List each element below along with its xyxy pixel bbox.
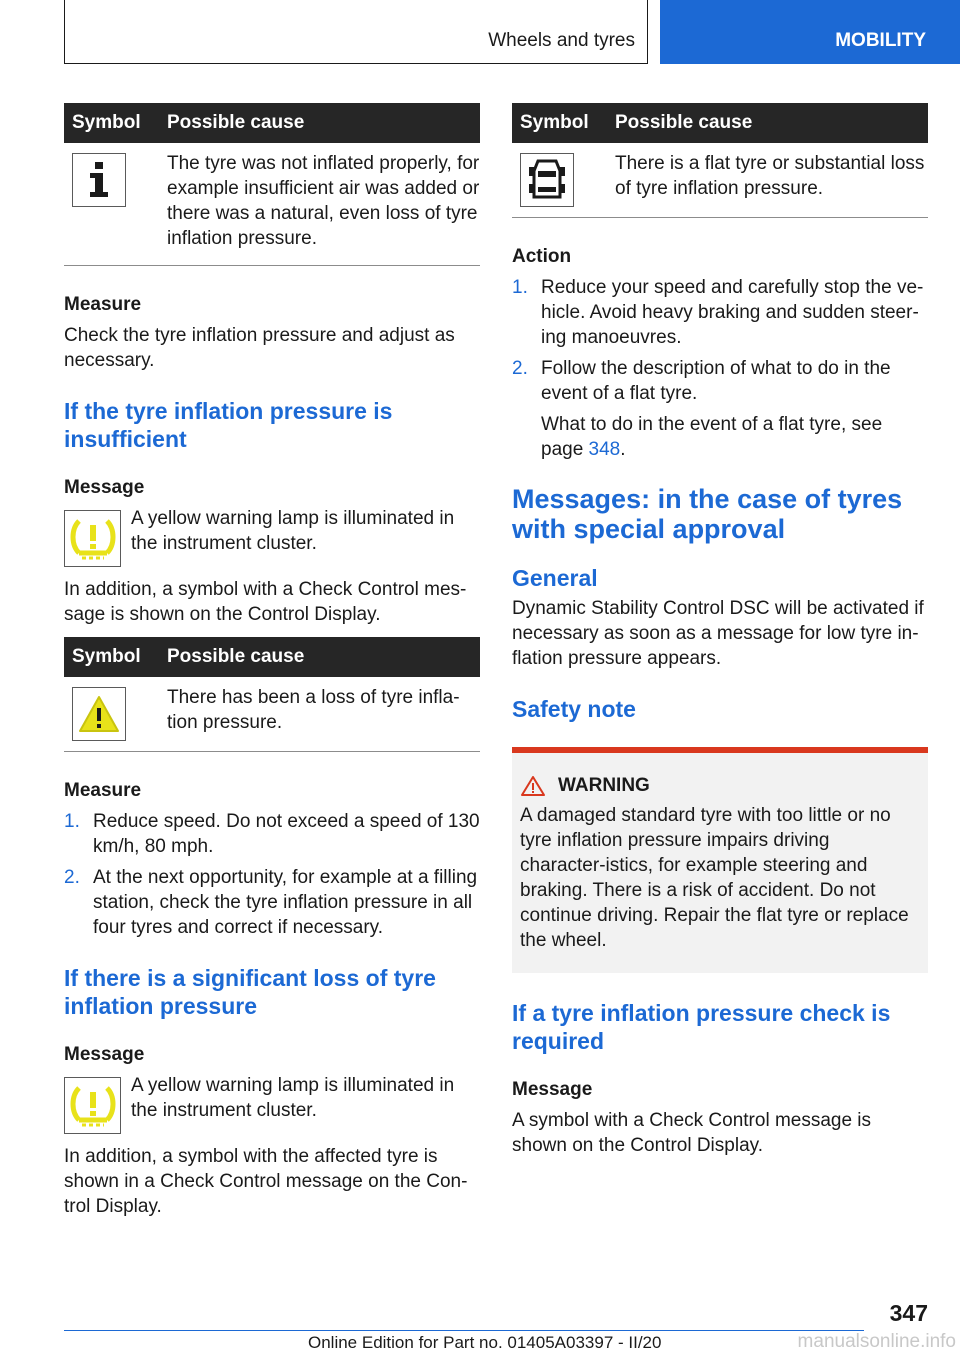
- measure2-label: Measure: [64, 780, 142, 801]
- tyre-pressure-warning-lamp-icon: [64, 510, 121, 567]
- table-row: [512, 143, 928, 218]
- list-item: 2. Follow the description of what to do in the event of a flat tyre. What to do in the event of a flat tyre, see page 348.: [512, 356, 928, 462]
- symbol-table-info: [64, 103, 480, 266]
- measure2-steps: [64, 809, 480, 940]
- measure-label: Measure: [64, 294, 142, 315]
- heading-insufficient: If the tyre inflation pressure is insufficient: [64, 398, 393, 452]
- tyre-pressure-warning-lamp-icon: [64, 1077, 121, 1134]
- left-column: [64, 103, 480, 1219]
- lamp2-text: A yellow warning lamp is illuminated in the instrument cluster.: [131, 1075, 455, 1121]
- table-header-cause: Possible cause: [615, 103, 928, 143]
- heading-safety-note: Safety note: [512, 696, 636, 722]
- general-text: Dynamic Stability Control DSC will be activated if necessary as soon as a message for low tyre in-flation pressure appears.: [512, 598, 924, 669]
- header-section: MOBILITY: [835, 30, 926, 51]
- info-icon: [72, 153, 126, 207]
- table-header-cause: Possible cause: [167, 637, 480, 677]
- footer-edition: Online Edition for Part no. 01405A03397 - II/20: [308, 1333, 662, 1352]
- warning-title-row: [520, 775, 920, 797]
- message-label: Message: [512, 1079, 593, 1100]
- header-section-box: [660, 0, 960, 64]
- header-title-box: [64, 0, 648, 64]
- warning-text: A damaged standard tyre with too little or no tyre inflation pressure impairs driving character-istics, for example steering and braking. There is a risk of accident. Do not continue driving. Repair the flat tyre or replace the wheel.: [520, 805, 909, 951]
- heading-check-required: If a tyre inflation pressure check is required: [512, 1000, 891, 1054]
- table-row: [64, 677, 480, 752]
- list-item: 1. Reduce your speed and carefully stop the ve-hicle. Avoid heavy braking and sudden steer-ing manoeuvres.: [512, 277, 924, 348]
- action-label: Action: [512, 246, 572, 267]
- car-flat-tyre-icon: [520, 153, 574, 207]
- footer-divider: [64, 1330, 864, 1331]
- addition2-text: In addition, a symbol with the affected tyre is shown in a Check Control message on the Con-trol Display.: [64, 1146, 468, 1217]
- action-steps: [512, 275, 928, 462]
- list-item: 2. At the next opportunity, for example at a filling station, check the tyre inflation pressure in all four tyres and correct if necessary.: [64, 867, 478, 938]
- symbol-table-loss: [64, 637, 480, 752]
- table-cell-cause: The tyre was not inflated properly, for example insufficient air was added or there was a natural, even loss of tyre inflation pressure.: [167, 143, 480, 266]
- heading-significant: If there is a significant loss of tyre inflation pressure: [64, 965, 436, 1019]
- list-item: 1. Reduce speed. Do not exceed a speed of 130 km/h, 80 mph.: [64, 811, 480, 857]
- table-header-symbol: Symbol: [64, 637, 167, 677]
- heading-general: General: [512, 565, 598, 591]
- watermark: manualsonline.info: [797, 1331, 956, 1352]
- warning-lamp-row: [64, 506, 480, 567]
- right-column: [512, 103, 928, 1158]
- table-header-symbol: Symbol: [512, 103, 615, 143]
- page-link[interactable]: 348: [588, 439, 621, 460]
- message2-label: Message: [64, 1044, 145, 1065]
- addition-text: In addition, a symbol with a Check Control mes-sage is shown on the Control Display.: [64, 579, 467, 625]
- page-number: 347: [889, 1300, 928, 1326]
- table-row: [64, 143, 480, 266]
- warning-triangle-icon: [520, 775, 546, 797]
- message-text: A symbol with a Check Control message is shown on the Control Display.: [512, 1110, 872, 1156]
- heading-special-approval: Messages: in the case of tyres with special approval: [512, 484, 903, 544]
- warning-title: WARNING: [558, 775, 650, 796]
- symbol-table-flat: [512, 103, 928, 218]
- message-label: Message: [64, 477, 145, 498]
- yellow-warning-triangle-icon: [72, 687, 126, 741]
- lamp-text: A yellow warning lamp is illuminated in the instrument cluster.: [131, 508, 455, 554]
- warning-lamp-row: [64, 1073, 480, 1134]
- measure-text: Check the tyre inflation pressure and adjust as necessary.: [64, 325, 455, 371]
- table-cell-cause: There is a flat tyre or substantial loss of tyre inflation pressure.: [615, 143, 928, 218]
- step2-subtext: What to do in the event of a flat tyre, see page 348.: [541, 414, 883, 460]
- table-header-symbol: Symbol: [64, 103, 167, 143]
- header-title: Wheels and tyres: [488, 30, 635, 51]
- table-cell-cause: There has been a loss of tyre infla-tion pressure.: [167, 677, 480, 752]
- table-header-cause: Possible cause: [167, 103, 480, 143]
- warning-box: [512, 747, 928, 973]
